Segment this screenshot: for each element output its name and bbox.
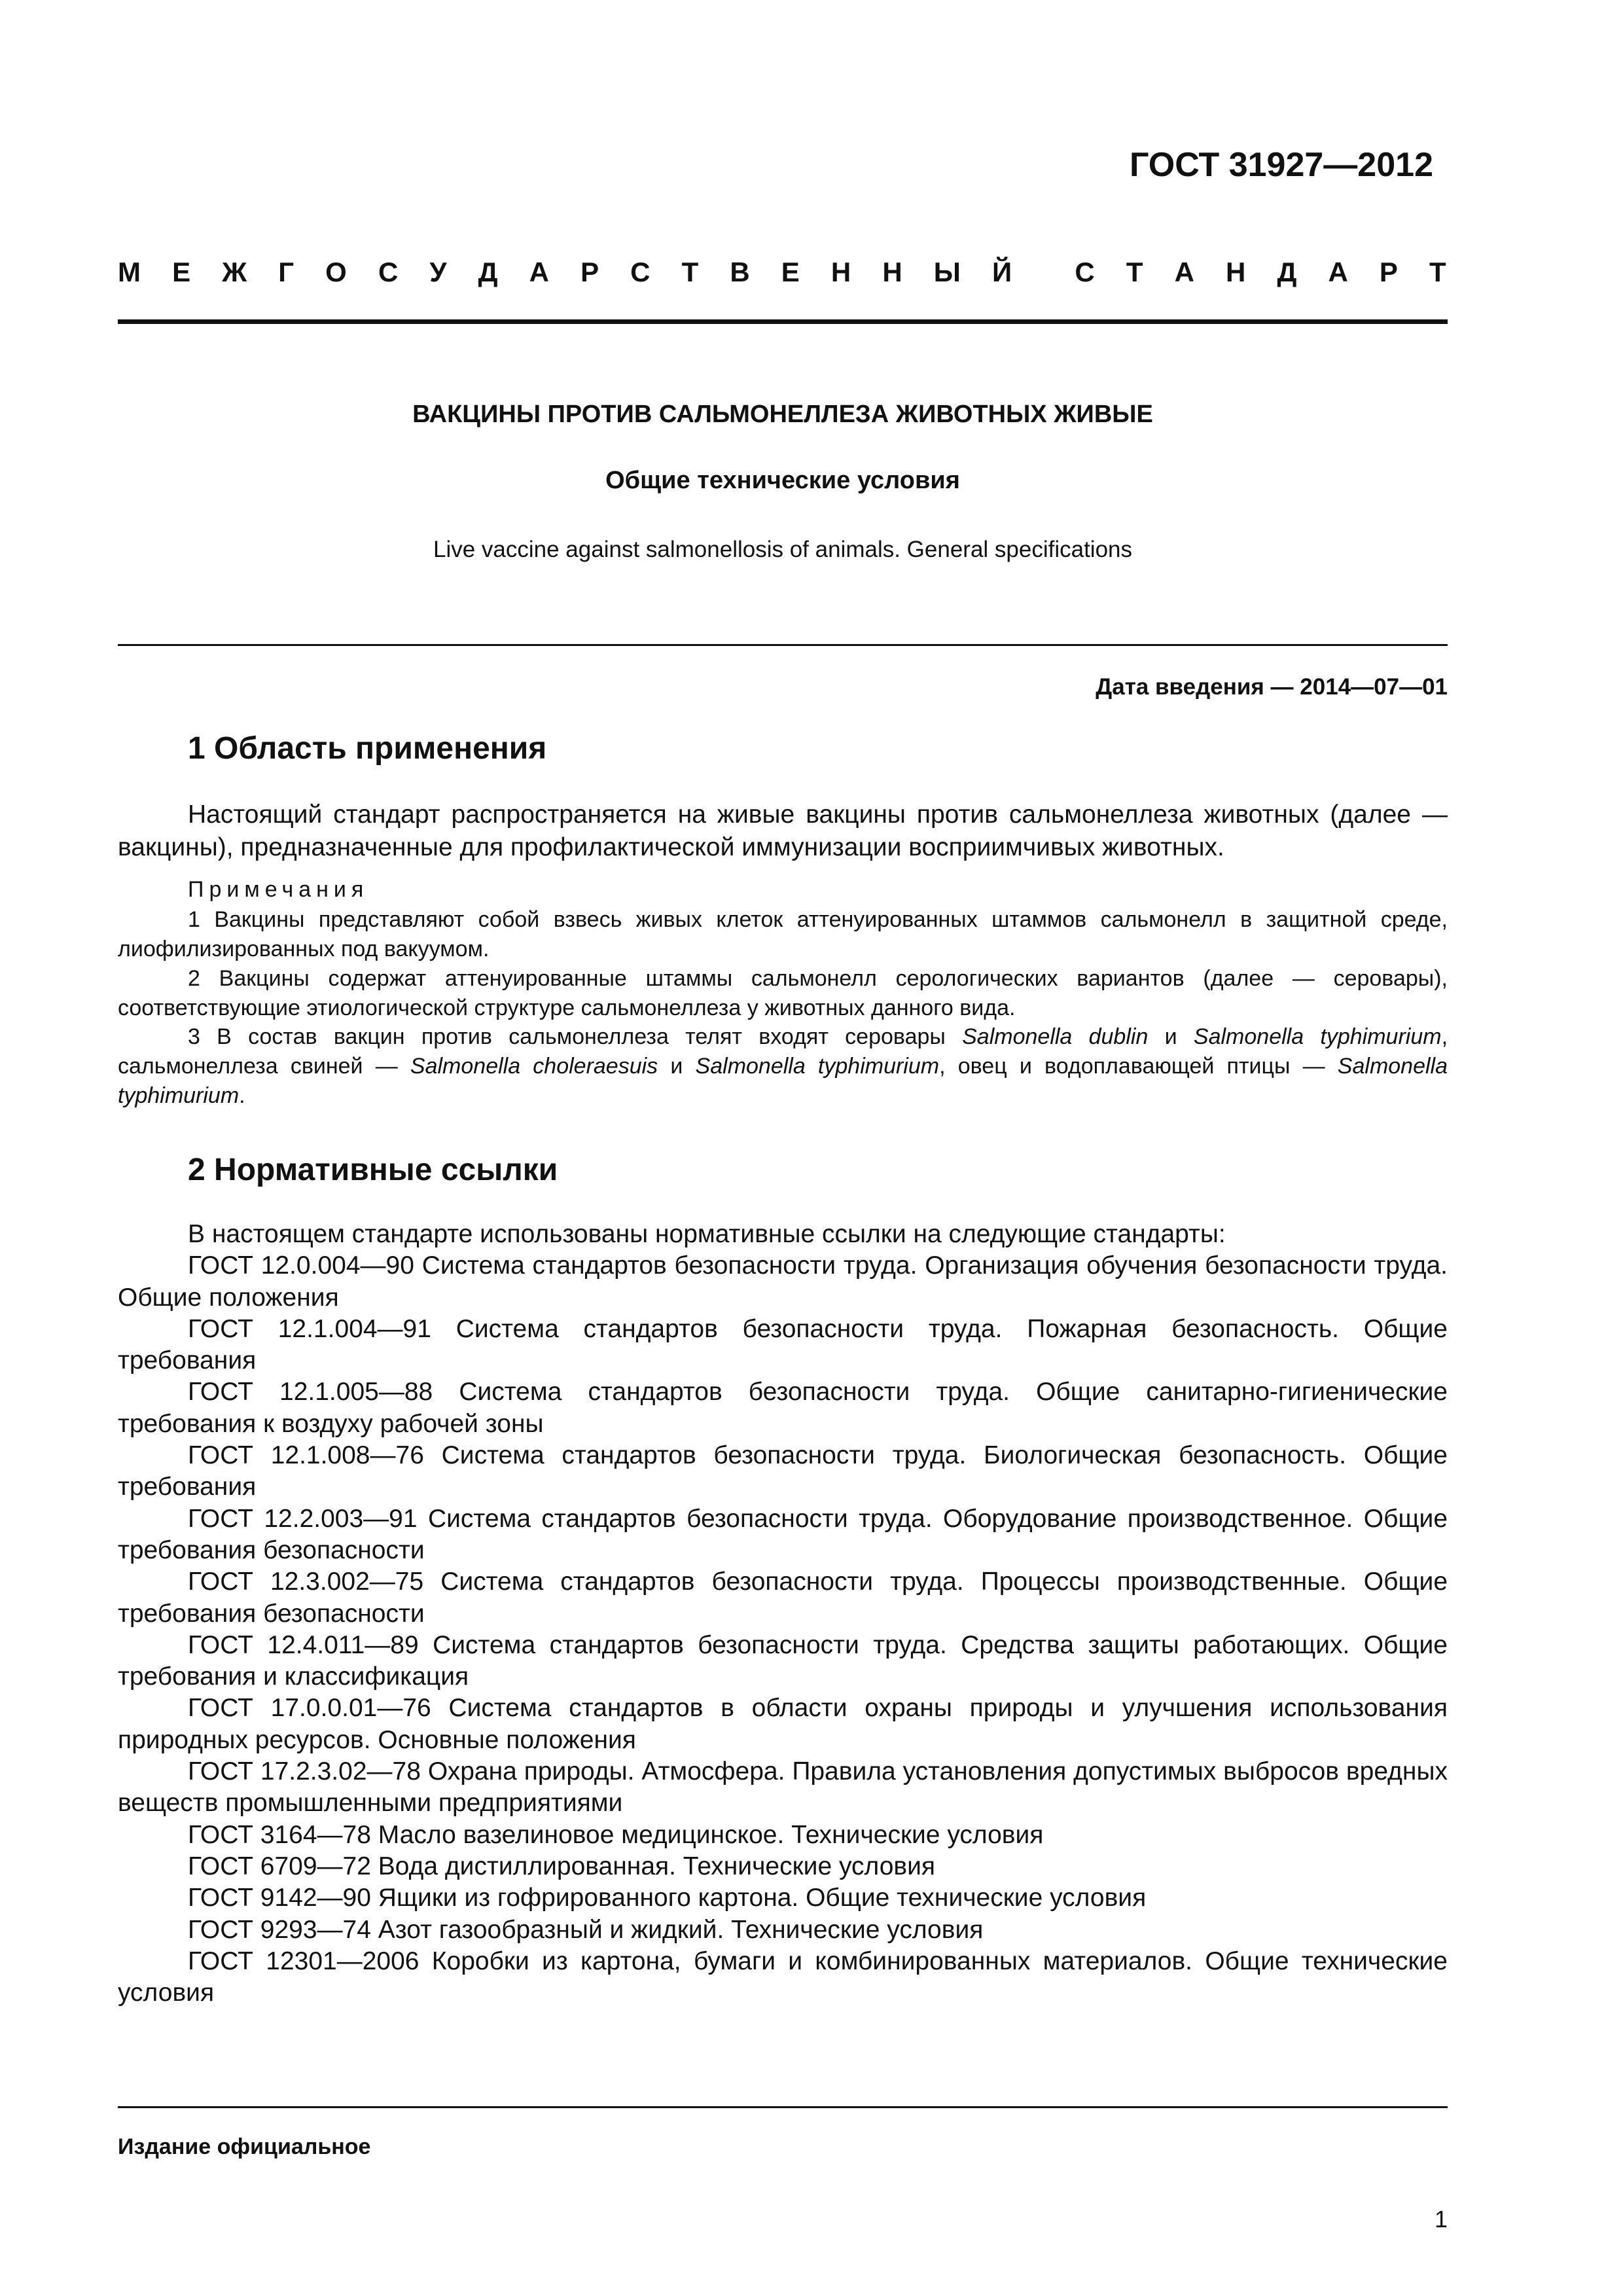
section-1-text-content: Настоящий стандарт распространяется на живые вакцины против сальмонеллеза животных (далее — вакцины), предназначенные для профилактической иммунизации восприимчивых животных.: [118, 800, 1448, 861]
note-3: [118, 1022, 1448, 1111]
reference-item: [118, 1693, 1448, 1756]
reference-title: Масло вазелиновое медицинское. Технические условия: [378, 1820, 1044, 1849]
species-name: Salmonella typhimurium: [695, 1054, 940, 1079]
reference-title: Система стандартов безопасности труда. Оборудование производственное. Общие требования безопасности: [118, 1504, 1448, 1564]
note-3-text: , овец и водоплавающей птицы —: [939, 1054, 1338, 1079]
section-1-heading: 1 Область применения: [188, 731, 547, 766]
reference-title: Система стандартов безопасности труда. Процессы производственные. Общие требования безопасности: [118, 1568, 1448, 1628]
heading-letter: А: [529, 257, 549, 287]
reference-code: ГОСТ 12.1.008—76: [188, 1441, 424, 1470]
heading-letter: Г: [278, 257, 294, 287]
heading-letter: М: [118, 257, 141, 287]
reference-item: [118, 1440, 1448, 1503]
normative-references: [118, 1219, 1448, 2009]
references-intro: В настоящем стандарте использованы нормативные ссылки на следующие стандарты:: [188, 1220, 1226, 1248]
official-edition-label: Издание официальное: [118, 2134, 371, 2159]
reference-code: ГОСТ 3164—78: [188, 1820, 371, 1849]
reference-title: Система стандартов безопасности труда. Средства защиты работающих. Общие требования и классификация: [118, 1630, 1448, 1691]
reference-code: ГОСТ 6709—72: [188, 1852, 371, 1880]
reference-title: Охрана природы. Атмосфера. Правила установления допустимых выбросов вредных веществ промышленными предприятиями: [118, 1757, 1448, 1818]
heading-letter: С: [378, 257, 399, 287]
note-3-text: и: [658, 1054, 696, 1079]
heading-letter: Р: [1379, 257, 1398, 287]
heading-letter: Ж: [222, 257, 247, 287]
heading-letter: В: [730, 257, 750, 287]
reference-code: ГОСТ 9293—74: [188, 1915, 371, 1944]
reference-code: ГОСТ 9142—90: [188, 1884, 371, 1912]
heading-letter: Е: [781, 257, 800, 287]
heading-letter: Й: [992, 257, 1012, 287]
heading-letter: У: [429, 257, 447, 287]
heading-letter: Н: [1226, 257, 1246, 287]
footer-rule: [118, 2106, 1448, 2108]
note-3-text: , сальмонеллеза свиней —: [118, 1024, 1448, 1079]
species-name: Salmonella choleraesuis: [410, 1054, 658, 1079]
section-2-heading: 2 Нормативные ссылки: [188, 1153, 558, 1187]
reference-item: [118, 1250, 1448, 1314]
notes-label: Примечания: [188, 877, 369, 902]
reference-title: Система стандартов безопасности труда. Биологическая безопасность. Общие требования: [118, 1441, 1448, 1501]
species-name: Salmonella dublin: [962, 1024, 1149, 1049]
reference-code: ГОСТ 12.3.002—75: [188, 1568, 424, 1596]
reference-code: ГОСТ 12.2.003—91: [188, 1504, 418, 1533]
reference-item: [118, 1820, 1448, 1851]
reference-item: [118, 1566, 1448, 1630]
reference-title: Система стандартов в области охраны природы и улучшения использования природных ресурсов. Основные положения: [118, 1694, 1448, 1754]
reference-title: Система стандартов безопасности труда. Общие санитарно-гигиенические требования к воздуху рабочей зоны: [118, 1378, 1448, 1438]
header-rule: [118, 319, 1448, 324]
reference-code: ГОСТ 17.0.0.01—76: [188, 1694, 431, 1723]
heading-letter: Н: [830, 257, 851, 287]
reference-code: ГОСТ 12301—2006: [188, 1946, 419, 1975]
note-1-text: 1 Вакцины представляют собой взвесь живых клеток аттенуированных штаммов сальмонелл в защитной среде, лиофилизированных под вакуумом.: [118, 907, 1448, 961]
heading-letter: С: [1075, 257, 1095, 287]
heading-letter: О: [325, 257, 347, 287]
heading-letter: С: [630, 257, 651, 287]
reference-item: [118, 1314, 1448, 1377]
english-title: Live vaccine against salmonellosis of animals. General specifications: [433, 537, 1133, 562]
reference-title: Ящики из гофрированного картона. Общие технические условия: [378, 1884, 1147, 1912]
interstate-standard-heading: [118, 257, 1446, 288]
heading-letter: Т: [681, 257, 699, 287]
reference-item: [118, 1630, 1448, 1693]
page-number: 1: [1434, 2206, 1448, 2233]
heading-letter: Н: [882, 257, 902, 287]
species-name: Salmonella typhimurium: [1193, 1024, 1442, 1049]
note-1: [118, 905, 1448, 964]
reference-item: [118, 1503, 1448, 1567]
title-rule: [118, 644, 1448, 646]
reference-code: ГОСТ 12.1.004—91: [188, 1314, 431, 1343]
heading-letter: Д: [1277, 257, 1297, 287]
reference-item: [118, 1756, 1448, 1820]
reference-title: Система стандартов безопасности труда. Пожарная безопасность. Общие требования: [118, 1314, 1448, 1375]
reference-code: ГОСТ 12.0.004—90: [188, 1251, 414, 1280]
note-3-text: и: [1148, 1024, 1194, 1049]
note-3-text: .: [239, 1083, 245, 1108]
heading-letter: Р: [580, 257, 599, 287]
document-subtitle: Общие технические условия: [605, 467, 960, 494]
date-introduced: Дата введения — 2014—07—01: [1096, 674, 1448, 700]
reference-code: ГОСТ 12.1.005—88: [188, 1378, 433, 1407]
reference-title: Коробки из картона, бумаги и комбинированных материалов. Общие технические условия: [118, 1946, 1448, 2007]
heading-letter: А: [1174, 257, 1194, 287]
reference-code: ГОСТ 12.4.011—89: [188, 1630, 419, 1659]
species-name: Salmonella typhimurium: [118, 1054, 1448, 1108]
reference-title: Система стандартов безопасности труда. Организация обучения безопасности труда. Общие положения: [118, 1251, 1448, 1312]
reference-title: Азот газообразный и жидкий. Технические условия: [378, 1915, 984, 1944]
note-2-text: 2 Вакцины содержат аттенуированные штаммы сальмонелл серологических вариантов (далее — серовары), соответствующие этиологической структуре сальмонеллеза у животных данного вида.: [118, 966, 1448, 1020]
heading-letter: Т: [1429, 257, 1446, 287]
document-number: ГОСТ 31927—2012: [1130, 146, 1433, 184]
note-3-text: 3 В состав вакцин против сальмонеллеза телят входят серовары: [188, 1024, 963, 1049]
reference-item: [118, 1851, 1448, 1882]
reference-item: [118, 1946, 1448, 2009]
heading-letter: Ы: [933, 257, 961, 287]
reference-item: [118, 1376, 1448, 1440]
reference-item: [118, 1914, 1448, 1946]
heading-letter: Е: [172, 257, 191, 287]
note-2: [118, 964, 1448, 1023]
reference-code: ГОСТ 17.2.3.02—78: [188, 1757, 421, 1786]
reference-item: [118, 1882, 1448, 1914]
section-1-text: [118, 798, 1448, 864]
heading-letter: А: [1328, 257, 1348, 287]
document-title: ВАКЦИНЫ ПРОТИВ САЛЬМОНЕЛЛЕЗА ЖИВОТНЫХ ЖИВЫЕ: [412, 401, 1153, 428]
reference-title: Вода дистиллированная. Технические условия: [378, 1852, 936, 1880]
heading-letter: Т: [1126, 257, 1143, 287]
heading-letter: Д: [478, 257, 498, 287]
